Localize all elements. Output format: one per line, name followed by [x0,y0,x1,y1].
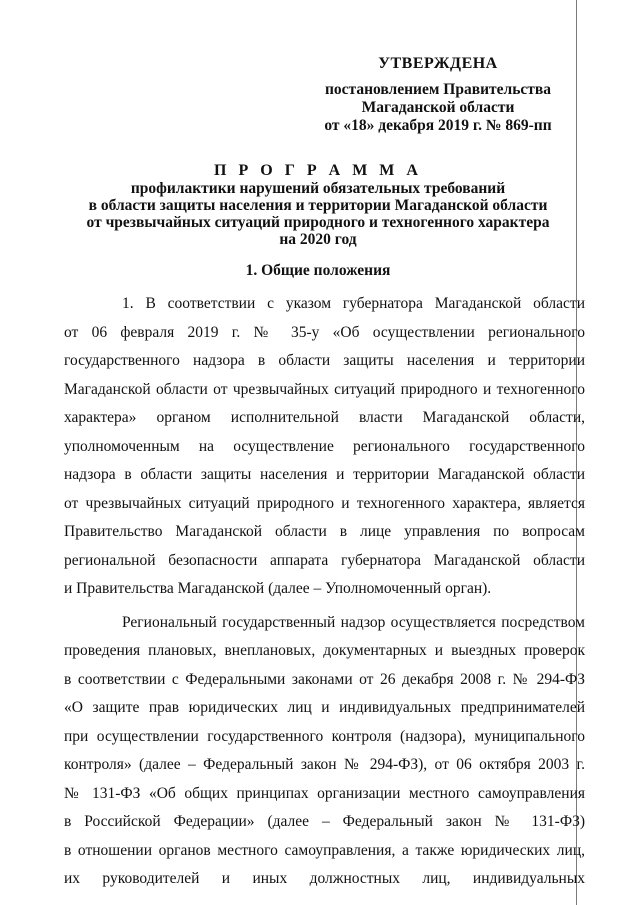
text-line: в Российской Федерации» (далее – Федеральный закон № 131-ФЗ) [64,813,585,830]
program-title-line: в области защиты населения и территории Магаданской области [88,197,548,214]
approval-line-2: Магаданской области [361,99,515,116]
text-line: при осуществлении государственного контроля (надзора), муниципального [64,727,585,745]
text-line: и Правительства Магаданской (далее – Уполномоченный орган). [64,580,492,597]
paragraph-1 [64,290,585,604]
text-line: от 06 февраля 2019 г. № 35-у «Об осуществлении регионального [64,323,585,341]
text-line: «О защите прав юридических лиц и индивидуальных предпринимателей [64,699,585,716]
text-line: в отношении органов местного самоуправления, а также юридических лиц, [64,841,585,859]
text-line: характера» органом исполнительной власти Магаданской области, [64,409,585,426]
document-body [64,290,585,899]
text-line: государственного надзора в области защиты населения и территории [64,352,585,369]
text-line: региональной безопасности аппарата губернатора Магаданской области [64,551,585,569]
text-line: их руководителей и иных должностных лиц, индивидуальных [64,870,585,887]
approval-block [300,55,576,135]
text-line: Правительство Магаданской области в лице управления по вопросам [64,523,585,540]
text-line: в соответствии с Федеральными законами от 26 декабря 2008 г. № 294-ФЗ [64,670,585,688]
program-title-line: от чрезвычайных ситуаций природного и техногенного характера [86,214,550,231]
program-title [60,162,576,248]
text-line: проведения плановых, внеплановых, документарных и выездных проверок [64,642,585,659]
text-line: Региональный государственный надзор осуществляется посредством [122,613,585,631]
program-title-line: профилактики нарушений обязательных требований [130,180,506,197]
program-title-line: на 2020 год [279,231,357,248]
text-line: Магаданской области от чрезвычайных ситуаций природного и техногенного [64,380,585,398]
text-line: от чрезвычайных ситуаций природного и техногенного характера, является [64,494,585,512]
text-line: № 131-ФЗ «Об общих принципах организации местного самоуправления [64,784,585,802]
approval-line-1: постановлением Правительства [324,81,552,98]
approval-stamp: УТВЕРЖДЕНА [378,55,498,72]
text-line: надзора в области защиты населения и территории Магаданской области [64,466,585,483]
text-line: контроля» (далее – Федеральный закон № 294-ФЗ), от 06 октября 2003 г. [64,756,585,773]
text-line: 1. В соответствии с указом губернатора Магаданской области [122,295,585,312]
approval-line-3: от «18» декабря 2019 г. № 869-пп [324,117,552,134]
program-heading: П Р О Г Р А М М А [214,162,422,179]
section-heading: 1. Общие положения [245,262,391,279]
text-line: уполномоченным на осуществление регионального государственного [64,437,585,455]
paragraph-2 [64,609,585,894]
